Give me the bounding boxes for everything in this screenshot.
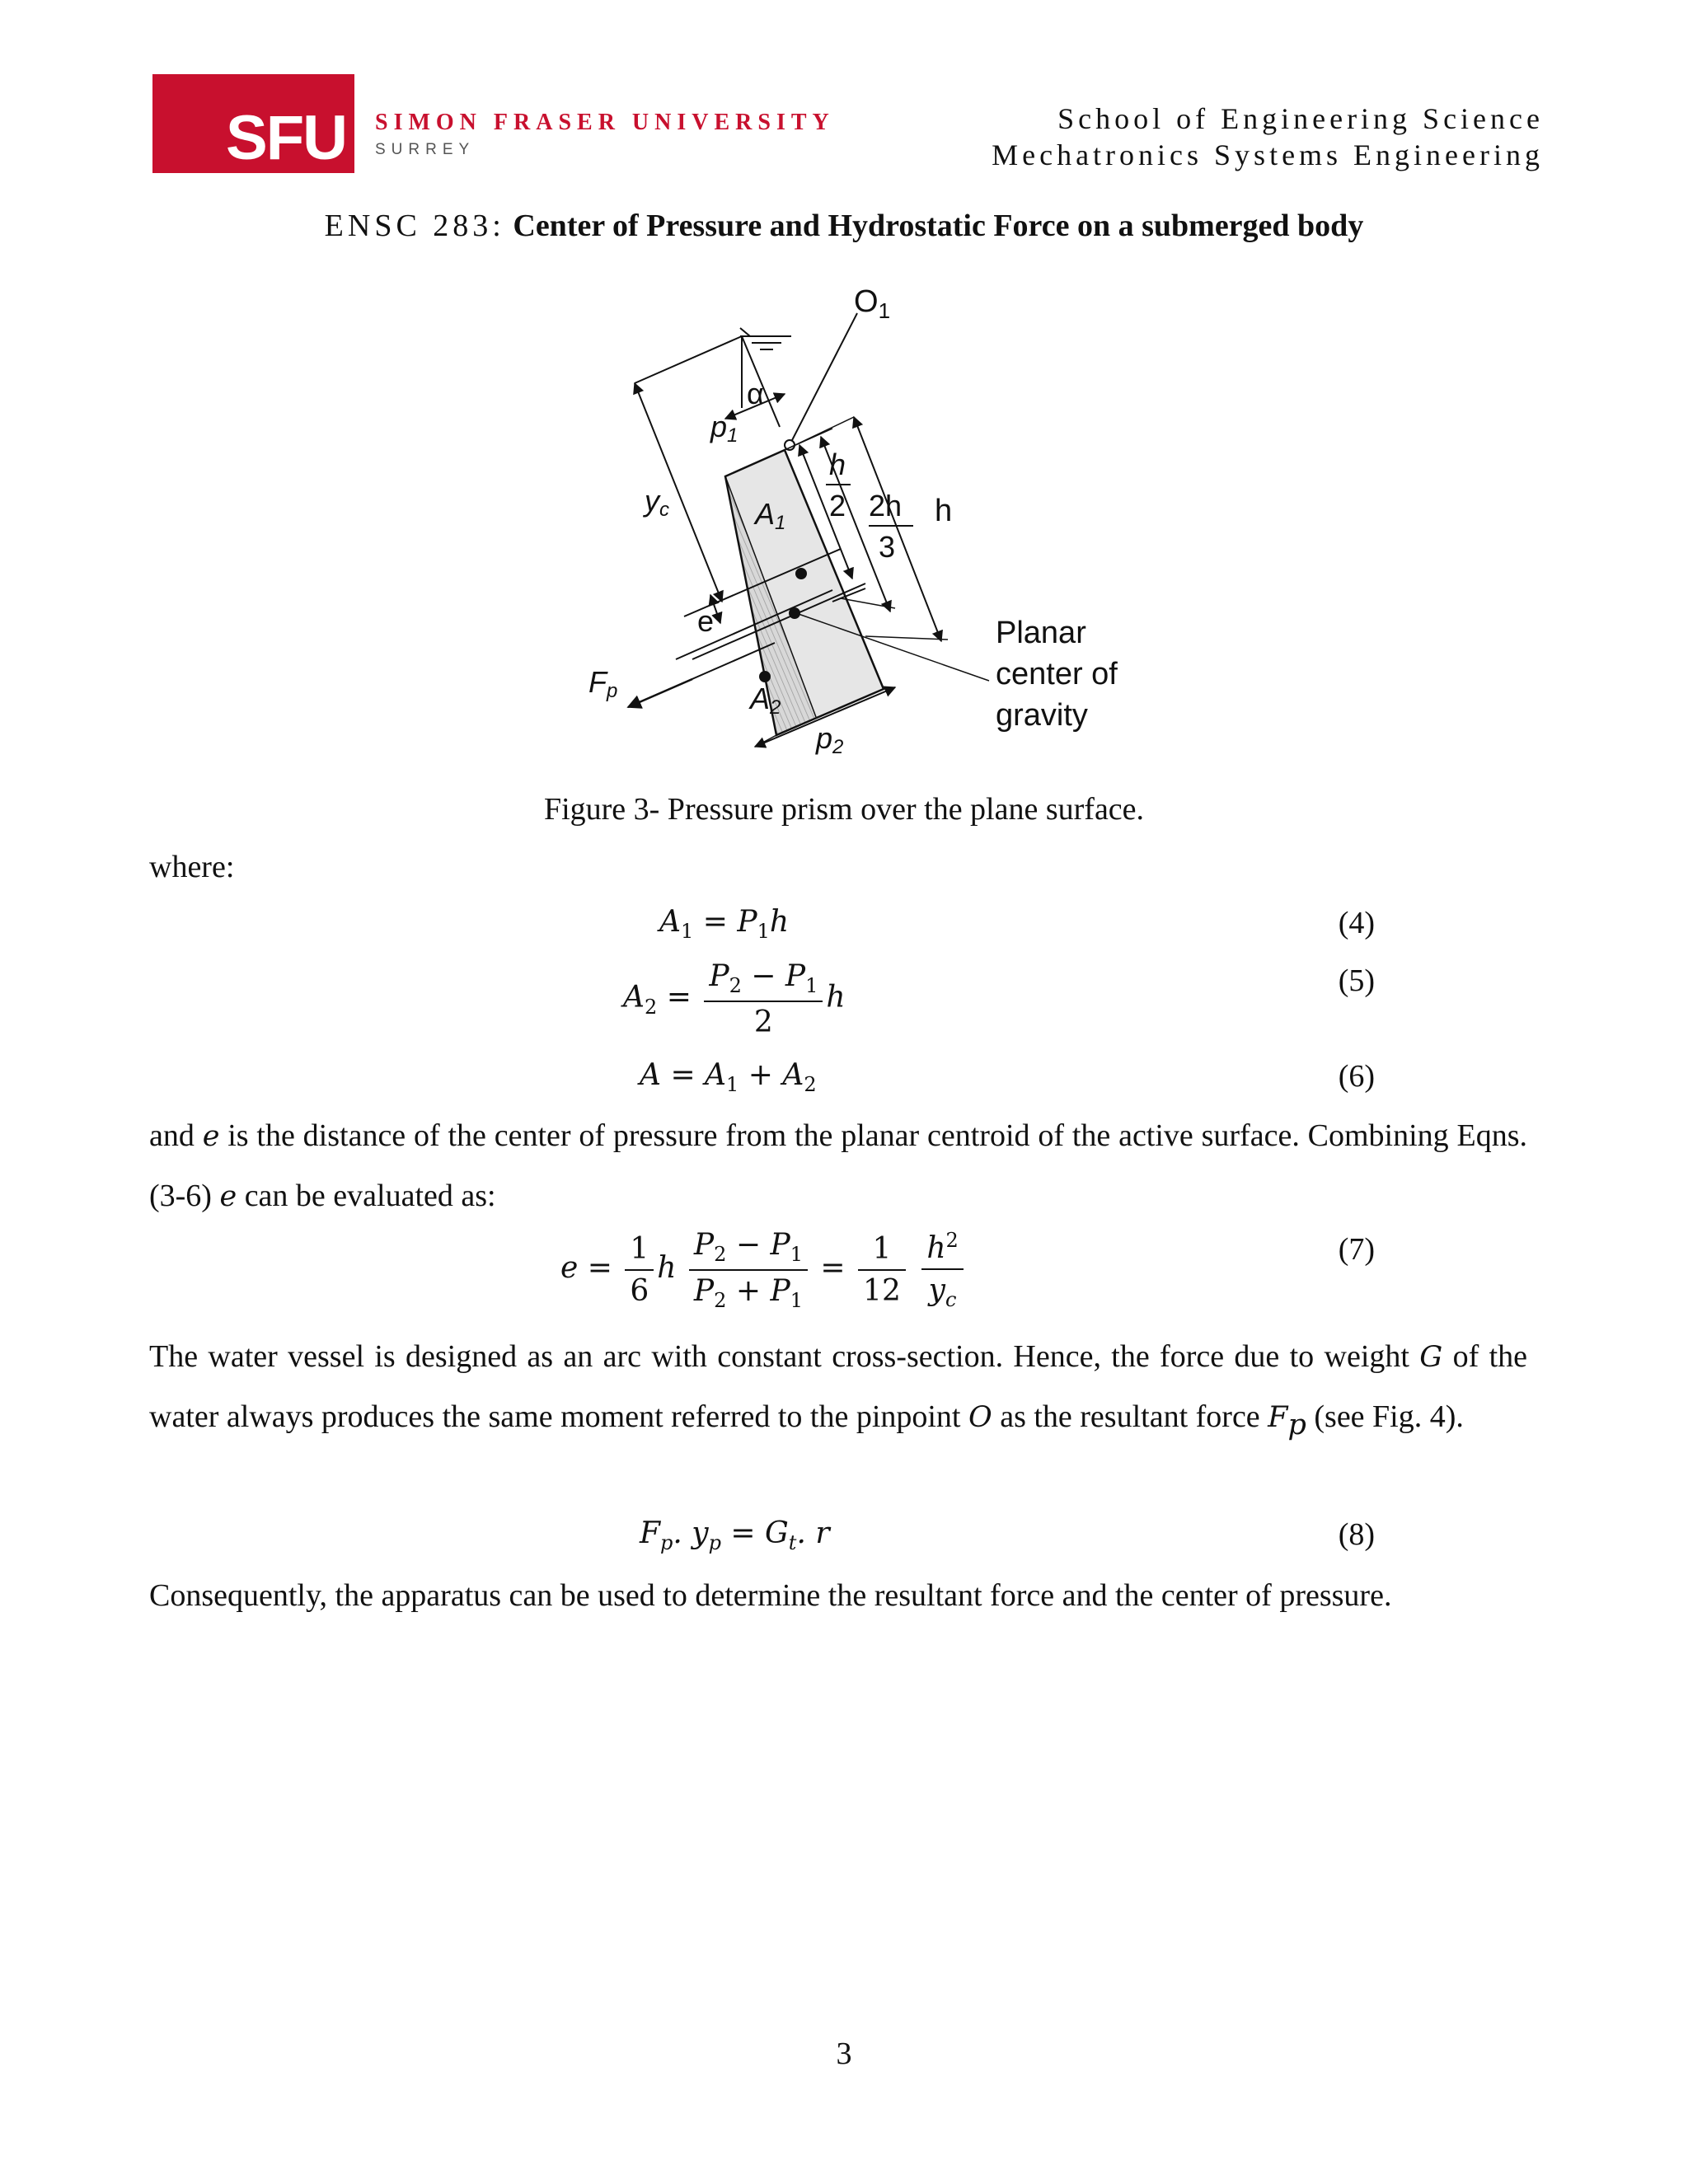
label-yc: yc <box>645 484 669 521</box>
label-2h-den: 3 <box>879 530 896 564</box>
sfu-logo-mark <box>152 74 354 173</box>
where-label: where: <box>149 850 235 884</box>
equation-8-number: (8) <box>1338 1517 1375 1552</box>
school-line-2: Mechatronics Systems Engineering <box>992 138 1544 171</box>
water-surface-symbol <box>740 328 791 349</box>
school-line-1: School of Engineering Science <box>1057 102 1544 135</box>
label-a1: A1 <box>755 497 786 534</box>
logo-campus: SURREY <box>375 141 476 158</box>
label-fp: Fp <box>588 665 618 702</box>
equation-5-number: (5) <box>1338 963 1375 998</box>
equation-7: e = $\frac{1}{6}$ h $\frac{P_2 - P_1}{P_2 + P_1}$ = $\frac{1}{12}$ $\frac{h^2}{y_c}$ <box>560 1228 967 1312</box>
equation-4-number: (4) <box>1338 906 1375 940</box>
label-p1: p1 <box>710 410 738 447</box>
equation-5: $A_2$ = $\frac{P_2 - P_1}{2}$ h <box>623 959 846 1040</box>
equation-6: $A = A_1 + A_2$ <box>640 1058 817 1097</box>
title-text: Center of Pressure and Hydrostatic Force on a submerged body <box>513 209 1364 243</box>
paragraph-3: Consequently, the apparatus can be used to determine the resultant force and the center of pressure. <box>149 1578 1392 1613</box>
label-e: e <box>697 604 715 638</box>
label-o1: $O_1$ <box>854 284 891 323</box>
label-h-half-num: h <box>829 448 846 481</box>
logo-university-name: SIMON FRASER UNIVERSITY <box>375 110 835 135</box>
equation-4: $A_1 = P_1h$ <box>659 905 790 944</box>
fp-force-arrow <box>628 679 692 707</box>
logo-abbr: SFU <box>226 103 346 173</box>
equation-7-number: (7) <box>1338 1232 1375 1267</box>
label-a2: A2 <box>750 682 781 719</box>
equation-6-number: (6) <box>1338 1059 1375 1094</box>
centroid-a1-dot <box>795 568 807 579</box>
paragraph-2: The water vessel is designed as an arc with constant cross-section. Hence, the force due to weight G of the water always produces the same moment referred to the pinpoint O as the resultant force $F_p$ (see Fig. 4). <box>149 1339 1527 1441</box>
label-planar-3: gravity <box>996 698 1088 733</box>
pivot-point <box>785 440 795 450</box>
label-alpha: α <box>747 377 764 410</box>
label-h-half-den: 2 <box>829 489 846 523</box>
pressure-prism-diagram <box>569 280 1162 775</box>
h-dimension <box>854 417 941 641</box>
page-title <box>0 208 1688 244</box>
label-planar-1: Planar <box>996 616 1086 650</box>
paragraph-1: and e is the distance of the center of pressure from the planar centroid of the active surface. Combining Eqns. (3-6) e can be evaluated as: <box>149 1118 1527 1213</box>
label-h: h <box>935 494 953 528</box>
pressure-prism-figure <box>569 280 1162 775</box>
label-p2: p2 <box>816 721 844 758</box>
school-heading <box>992 101 1544 173</box>
centroid-a2-dot <box>759 671 771 682</box>
page-number: 3 <box>836 2036 852 2071</box>
course-code: ENSC 283: <box>324 209 505 243</box>
equation-8: $F_p$. $y_p = G_t$. r <box>640 1516 830 1555</box>
sfu-logo <box>152 74 835 173</box>
center-of-pressure-dot <box>789 607 800 619</box>
figure-caption: Figure 3- Pressure prism over the plane surface. <box>543 792 1145 827</box>
label-2h-num: 2h <box>869 489 903 523</box>
o1-line <box>790 313 857 445</box>
label-planar-2: center of <box>996 657 1118 691</box>
